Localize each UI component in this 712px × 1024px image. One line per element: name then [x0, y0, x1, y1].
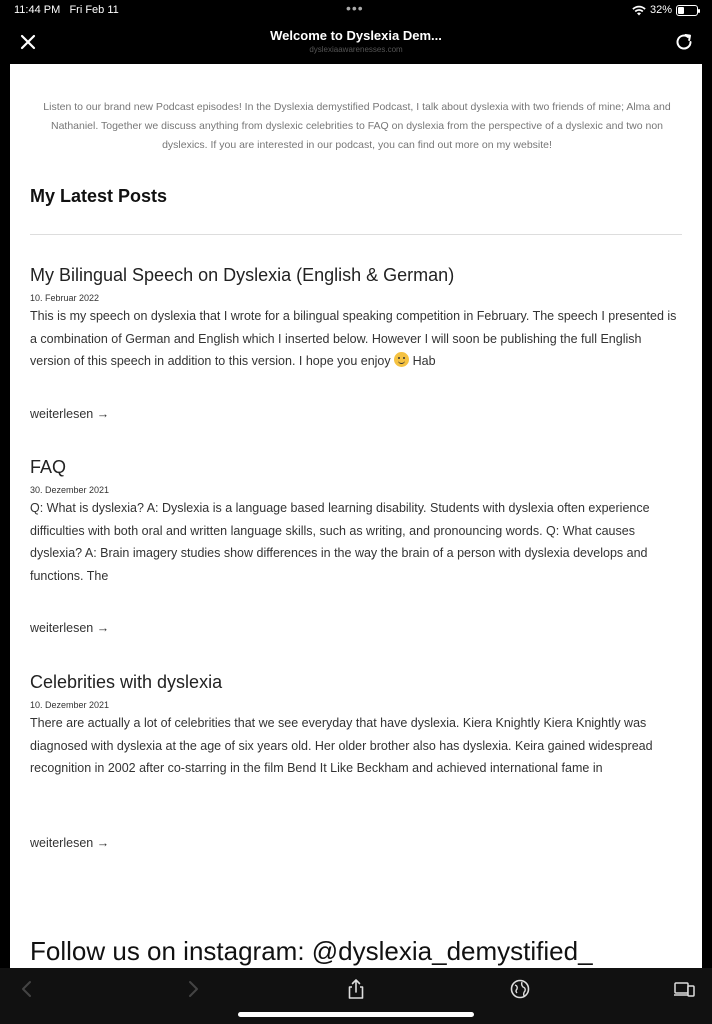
read-more-link[interactable]: weiterlesen → [30, 836, 110, 850]
multitasking-dots[interactable]: ••• [346, 0, 364, 16]
page-title: Welcome to Dyslexia Dem... [270, 28, 442, 43]
wifi-icon [632, 5, 646, 16]
read-more-link[interactable]: weiterlesen → [30, 621, 110, 635]
devices-icon[interactable] [673, 978, 695, 1000]
forward-icon[interactable] [182, 978, 204, 1000]
status-time-date: 11:44 PM Fri Feb 11 [14, 4, 119, 16]
smiley-emoji-icon [394, 352, 409, 367]
post-title[interactable]: My Bilingual Speech on Dyslexia (English & German) [30, 265, 455, 285]
web-content[interactable] [10, 64, 702, 968]
post-excerpt: Q: What is dyslexia? A: Dyslexia is a language based learning disability. Students with dyslexia often experience difficulties with both oral and written language skills, such as writing, and pronouncing words. Q: What causes dyslexia? A: Brain imagery studies show differences in the way the brain of a person with dyslexia develops and functions. The [30, 501, 650, 583]
reload-icon[interactable] [672, 30, 696, 54]
share-icon[interactable] [345, 978, 367, 1000]
post-bilingual-speech [30, 264, 682, 421]
status-bar [0, 0, 712, 22]
podcast-intro: Listen to our brand new Podcast episodes! In the Dyslexia demystified Podcast, I talk about dyslexia with two friends of mine; Alma and Nathaniel. Together we discuss anything from dyslexic celebrities to FAQ on dyslexia from the perspective of a dyslexic and two non dyslexics. If you are interested in our podcast, you can find out more on my website! [43, 101, 671, 151]
status-right [632, 4, 698, 16]
read-more-link[interactable]: weiterlesen → [30, 407, 110, 421]
home-indicator[interactable] [238, 1012, 474, 1017]
post-date: 10. Dezember 2021 [30, 700, 110, 710]
post-celebrities [30, 671, 682, 850]
back-icon[interactable] [16, 978, 38, 1000]
post-date: 30. Dezember 2021 [30, 485, 110, 495]
instagram-heading: Follow us on instagram: @dyslexia_demystified_ [30, 936, 593, 966]
battery-fill [678, 7, 684, 14]
post-date: 10. Februar 2022 [30, 293, 100, 303]
latest-posts-heading: My Latest Posts [30, 186, 168, 206]
browser-header [0, 22, 712, 64]
page-url: dyslexiaawarenesses.com [309, 45, 403, 54]
post-excerpt: There are actually a lot of celebrities that we see everyday that have dyslexia. Kiera Knightly Kiera Knightly was diagnosed with dyslexia at the age of six years old. Her older brother also has dyslexia. Keira gained widespread recognition in 2002 after co-starring in the film Bend It Like Beckham and achieved international fame in [30, 716, 653, 775]
post-excerpt: This is my speech on dyslexia that I wrote for a bilingual speaking competition in February. The speech I presented is a combination of German and English which I inserted below. However I will soon be publishing the full English version of this speech in addition to this version. I hope you enjoy Hab [30, 309, 677, 368]
post-title[interactable]: Celebrities with dyslexia [30, 672, 223, 692]
post-title[interactable]: FAQ [30, 457, 67, 477]
post-faq [30, 456, 682, 635]
battery-percent: 32% [649, 4, 672, 16]
divider [30, 234, 682, 235]
battery-icon [676, 5, 698, 16]
globe-icon[interactable] [509, 978, 531, 1000]
